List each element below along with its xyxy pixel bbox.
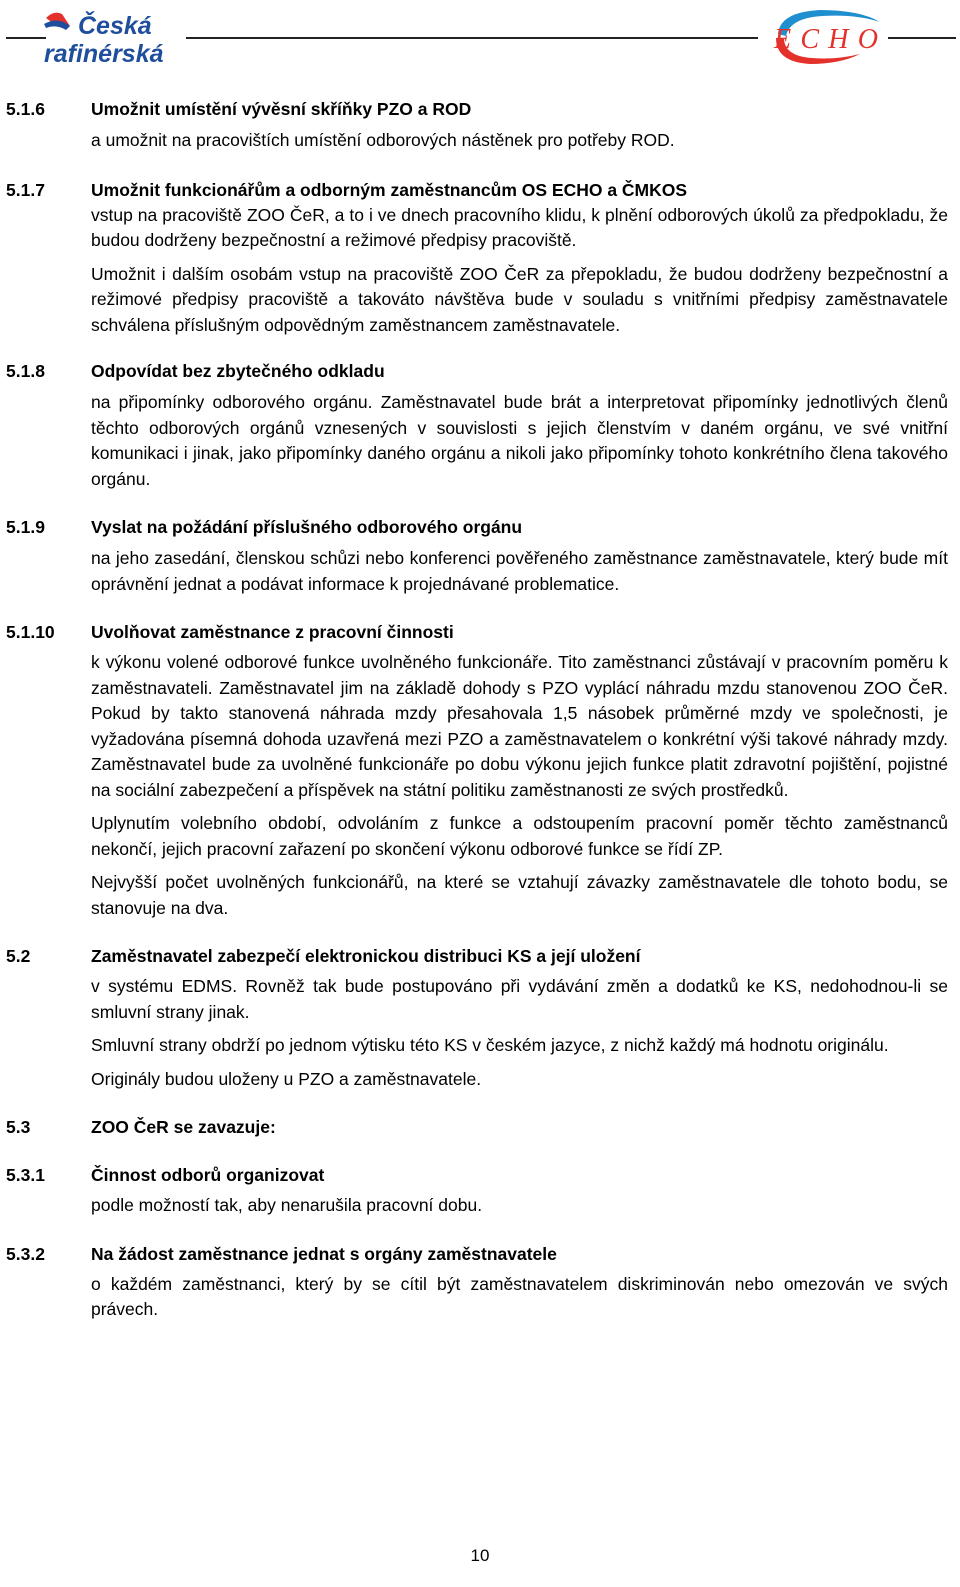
logo-text-rafinerska: rafinérská <box>44 40 164 68</box>
section-5-3-1 <box>0 1162 960 1219</box>
section-title: Na žádost zaměstnance jednat s orgány zaměstnavatele <box>91 1243 557 1264</box>
paragraph: Uplynutím volebního období, odvoláním z funkce a odstoupením pracovní poměr těchto zaměstnanců nekončí, jejich pracovní zařazení po skončení výkonu odborové funkce se řídí ZP. <box>91 813 948 859</box>
section-title: Zaměstnavatel zabezpečí elektronickou distribuci KS a její uložení <box>91 946 641 966</box>
paragraph: k výkonu volené odborové funkce uvolněného funkcionáře. Tito zaměstnanci zůstávají v pracovním poměru k zaměstnavateli. Zaměstnavatel jim na základě dohody s PZO vyplácí náhradu mzdu stanovenou ZOO ČeR. Pokud by takto stanovená náhrada mzdy přesahovala 1,5 násobek průměrné mzdy ve společnosti, je vyžadována písemná dohoda uzavřená mezi PZO a zaměstnavatelem o konkrétní výši takové náhrady mzdy. Zaměstnavatel bude za uvolněné funkcionáře po dobu výkonu jejich funkce platit zdravotní pojištění, pojistné na sociální zabezpečení a příspěvek na státní politiku zaměstnanosti ze svých prostředků. <box>91 652 948 800</box>
section-title: Činnost odborů organizovat <box>91 1165 325 1185</box>
section-5-1-9 <box>0 514 960 597</box>
paragraph: Umožnit i dalším osobám vstup na pracoviště ZOO ČeR za přepokladu, že budou dodrženy bezpečnostní a režimové předpisy pracoviště a takováto návštěva bude v souladu s vnitřními předpisy zaměstnavatele schválena příslušným odpovědným zaměstnancem zaměstnavatele. <box>91 263 948 335</box>
section-5-2 <box>0 943 960 1092</box>
section-title: Vyslat na požádání příslušného odborového orgánu <box>91 517 523 537</box>
section-number: 5.1.7 <box>6 179 45 200</box>
section-number: 5.1.6 <box>6 99 45 119</box>
section-5-1-6 <box>0 96 960 154</box>
paragraph: podle možností tak, aby nenarušila pracovní dobu. <box>91 1195 483 1215</box>
paragraph: a umožnit na pracovištích umístění odborových nástěnek pro potřeby ROD. <box>91 130 675 150</box>
page-header <box>0 0 960 80</box>
section-number: 5.3 <box>6 1117 31 1137</box>
section-title: ZOO ČeR se zavazuje: <box>91 1117 276 1137</box>
header-rule-right <box>888 37 956 39</box>
section-number: 5.2 <box>6 946 31 966</box>
paragraph: o každém zaměstnanci, který by se cítil být zaměstnavatelem diskriminován nebo omezován ve svých právech. <box>91 1273 948 1319</box>
section-5-1-10 <box>0 619 960 921</box>
section-number: 5.1.10 <box>6 622 55 642</box>
section-number: 5.1.9 <box>6 517 45 537</box>
section-5-1-8 <box>0 358 960 492</box>
header-rule-middle <box>186 37 758 39</box>
section-title: Umožnit funkcionářům a odborným zaměstnancům OS ECHO a ČMKOS <box>91 179 688 200</box>
paragraph: Originály budou uloženy u PZO a zaměstnavatele. <box>91 1068 482 1089</box>
section-number: 5.3.2 <box>6 1243 45 1264</box>
paragraph: Smluvní strany obdrží po jednom výtisku této KS v českém jazyce, z nichž každý má hodnotu originálu. <box>91 1035 889 1055</box>
logo-text-ceska: Česká <box>78 12 152 40</box>
section-number: 5.3.1 <box>6 1165 45 1185</box>
document-body <box>0 96 960 1323</box>
paragraph: Nejvyšší počet uvolněných funkcionářů, na které se vztahují závazky zaměstnavatele dle tohoto bodu, se stanovuje na dva. <box>91 872 948 918</box>
section-number: 5.1.8 <box>6 361 45 381</box>
section-title: Uvolňovat zaměstnance z pracovní činnosti <box>91 622 454 642</box>
page-number: 10 <box>470 1546 490 1565</box>
paragraph: v systému EDMS. Rovněž tak bude postupováno při vydávání změn a dodatků ke KS, nedohodnou-li se smluvní strany jinak. <box>91 976 948 1022</box>
section-5-3-2 <box>0 1241 960 1323</box>
paragraph: na jeho zasedání, členskou schůzi nebo konferenci pověřeného zaměstnance zaměstnavatele, který bude mít oprávnění jednat a podávat informace k projednávané problematice. <box>91 548 948 594</box>
section-5-3 <box>0 1114 960 1140</box>
paragraph: vstup na pracoviště ZOO ČeR, a to i ve dnech pracovního klidu, k plnění odborových úkolů za předpokladu, že budou dodrženy bezpečnostní a režimové předpisy pracoviště. <box>91 204 948 250</box>
section-5-1-7 <box>0 177 960 339</box>
paragraph: na připomínky odborového orgánu. Zaměstnavatel bude brát a interpretovat připomínky jednotlivých členů těchto odborových orgánů vznesených v souvislosti s jejich členstvím v daném orgánu, ve své vnitřní komunikaci i jinak, jako připomínky daného orgánu a nikoli jako připomínky tohoto konkrétního člena takového orgánu. <box>91 392 948 489</box>
section-title: Odpovídat bez zbytečného odkladu <box>91 361 385 381</box>
section-title: Umožnit umístění vývěsní skříňky PZO a ROD <box>91 99 472 119</box>
echo-logo-text: ECHO <box>774 24 878 55</box>
ceska-rafinerska-logo <box>40 8 185 68</box>
echo-logo <box>760 4 890 70</box>
